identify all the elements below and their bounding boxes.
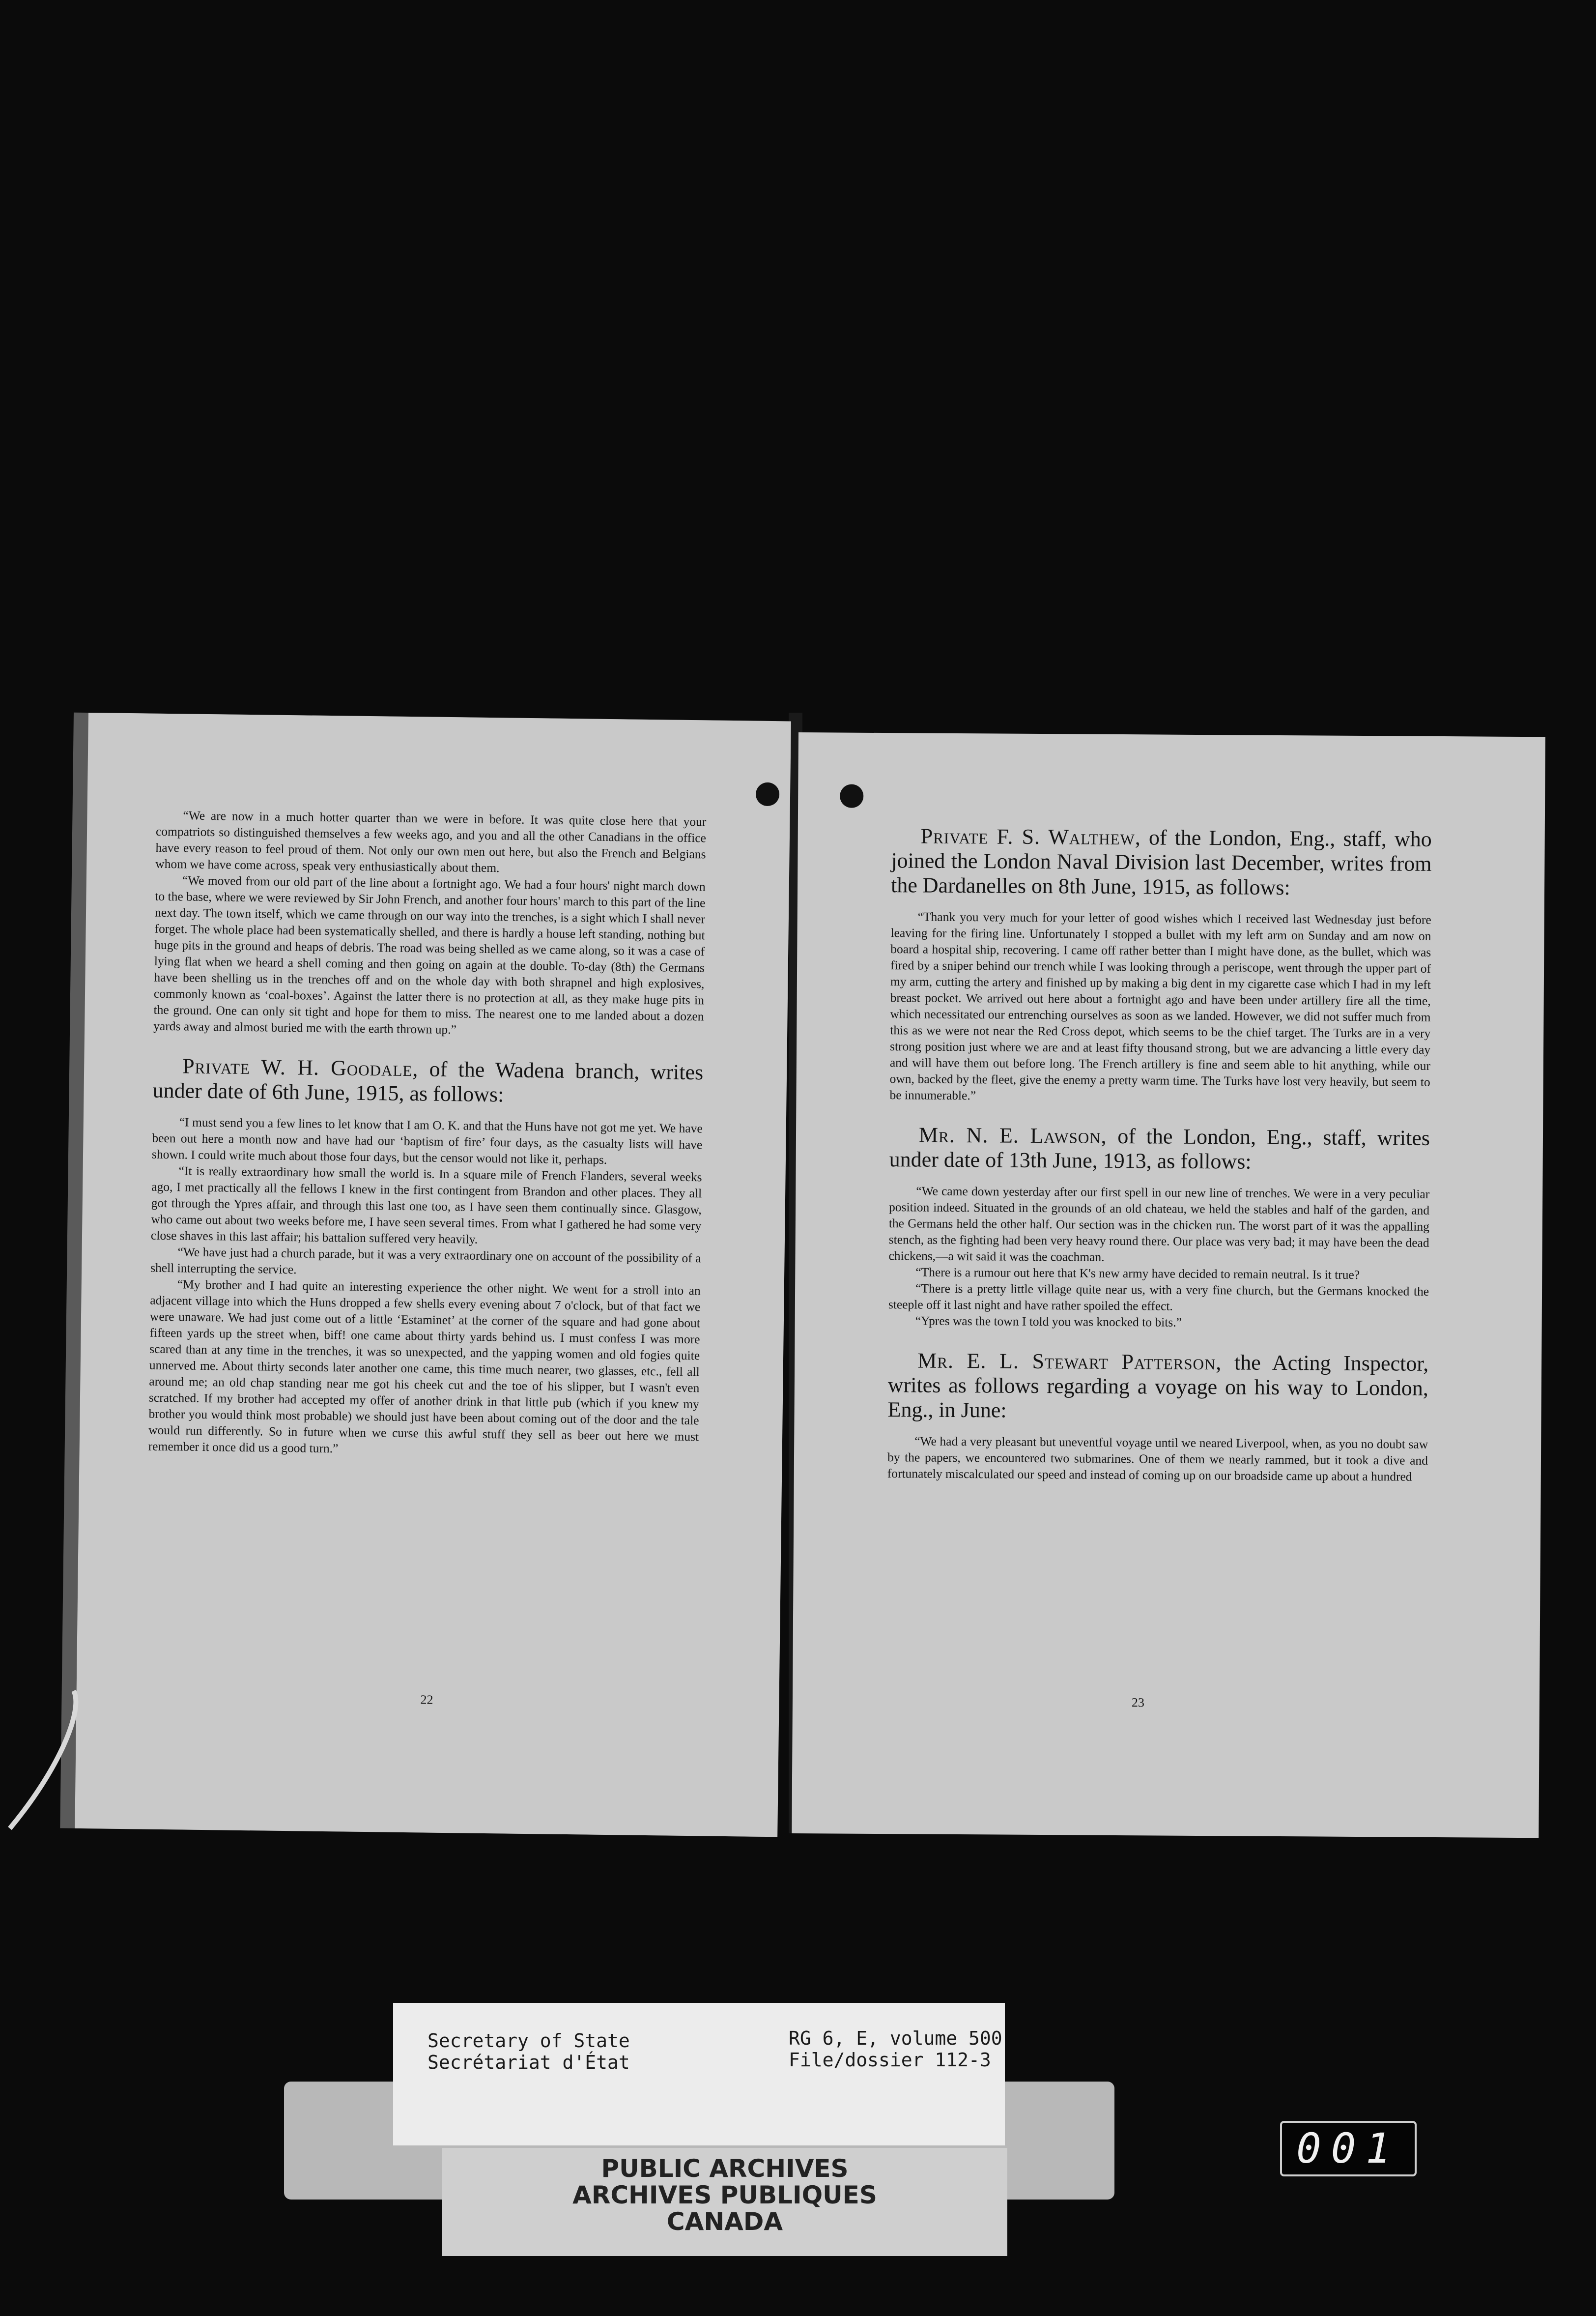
stamp-line: PUBLIC ARCHIVES xyxy=(601,2154,849,2183)
heading-name: Mr. E. L. Stewart Patterson, xyxy=(917,1348,1222,1375)
section-heading-lawson xyxy=(889,1123,1430,1175)
stamp-line: ARCHIVES PUBLIQUES xyxy=(572,2181,877,2209)
stamp-line: CANADA xyxy=(666,2207,783,2236)
paragraph: “Ypres was the town I told you was knocked to bits.” xyxy=(915,1313,1182,1330)
section-heading-walthew xyxy=(891,824,1432,901)
page-number: 22 xyxy=(420,1692,433,1707)
heading-text: the Acting Inspector, writes as follows regarding a voyage on his way to London, Eng., in June: xyxy=(887,1350,1429,1422)
heading-text: of the Wadena branch, writes under date of 6th June, 1915, as follows: xyxy=(152,1057,704,1107)
section-heading-patterson xyxy=(887,1348,1428,1425)
department-en: Secretary of State xyxy=(428,2030,630,2052)
paragraph: “We are now in a much hotter quarter than we were in before. It was quite close here that your compatriots so distinguished themselves a few weeks ago, and you and all the other Canadians in the office have every reason to feel proud of them. Not only our own men out here, but also the French and Belgians whom we have come across, speak very enthusiastically about them. xyxy=(155,808,707,875)
frame-number: 001 xyxy=(1280,2121,1417,2176)
paragraph: “Thank you very much for your letter of good wishes which I received last Wednesday just before leaving for the firing line. Unfortunately I stopped a bullet with my left arm on Sunday and am now on board a hospital ship, recovering. I came off rather better than I might have done, as the bullet, which was fired by a sniper behind our trench while I was looking through a periscope, went through the upper part of my arm, cutting the artery and finished up by making a big dent in my cigarette case which I had in my left breast pocket. We arrived out here about a fortnight ago and have been under artillery fire all the time, which necessitated our entrenching ourselves as soon as we landed. However, we did not suffer much from this as we were not near the Red Cross depot, which seems to be the chief target. The Turks are in a very strong position just where we are and at least fifty thousand strong, but we are advancing a little every day and will have them out before long. The French artillery is fine and seem able to hit anything, while our own, backed by the fleet, give the enemy a pretty warm time. The Turks have lost very heavily, but seem to be innumerable.” xyxy=(889,909,1431,1103)
page-number: 23 xyxy=(1131,1695,1145,1710)
heading-name: Mr. N. E. Lawson, xyxy=(918,1123,1107,1148)
paragraph: “We moved from our old part of the line about a fortnight ago. We had a four hours' night march down to the base, where we were reviewed by Sir John French, and another four hours' march to this part of the line next day. The town itself, which we came through on our way into the trenches, is a sight which I shall never forget. The whole place had been systematically shelled, and there is hardly a house left standing, nothing but huge pits in the ground and heaps of debris. The road was being shelled as we came along, so it was a case of lying flat when we heard a shell coming and then going on again at the double. To-day (8th) the Germans have been shelling us in the trenches off and on the whole day with both shrapnel and high explosives, commonly known as ‘coal-boxes’. Against the latter there is no protection at all, as they make huge pits in the ground. One can only sit tight and hope for them to miss. The nearest one to me landed about a dozen yards away and almost buried me with the earth thrown up.” xyxy=(153,873,706,1037)
paragraph: “My brother and I had quite an interesting experience the other night. We went for a stroll into an adjacent village into which the Huns dropped a few shells every evening about 7 o'clock, but of that fact we were unaware. We had just come out of a little ‘Estaminet’ at the corner of the square and had gone about fifteen yards up the street when, biff! one came about thirty yards behind us. I must confess I was more scared than at any time in the trenches, it was so unexpected, and the yapping women and old fogies quite unnerved me. About thirty seconds later another one came, this time much nearer, two glasses, etc., fell all around me; an old chap standing near me got his cheek cut and the toe of his slipper, but I wasn't even scratched. If my brother had accepted my offer of another drink in that little pub (which if you knew my brother you would think most probable) we should just have been about coming out of the door and the tale would run differently. So in future when we curse this awful stuff they sell as beer out here we must remember it once did us a good turn.” xyxy=(148,1277,701,1456)
department-block xyxy=(428,2030,630,2073)
heading-name: Private W. H. Goodale, xyxy=(182,1054,419,1081)
right-page xyxy=(792,732,1545,1838)
right-text-column xyxy=(887,824,1432,1485)
heading-text: of the London, Eng., staff, who joined the London Naval Division last December, writes from the Dardanelles on 8th June, 1915, as follows: xyxy=(890,825,1432,900)
punch-hole xyxy=(840,784,863,808)
paragraph: “We have just had a church parade, but it was a very extraordinary one on account of the possibility of a shell interrupting the service. xyxy=(150,1245,701,1277)
archives-stamp xyxy=(442,2155,1007,2235)
paragraph: “We came down yesterday after our first spell in our new line of trenches. We were in a very peculiar position indeed. Situated in the grounds of an old chateau, we held the stables and half of the garden, and the Germans held the other half. Our section was in the chicken run. The worst part of it was the appalling stench, as the fighting had been very heavy round there. Our place was very bad; it may have been the dead chickens,—a wit said it was the coachman. xyxy=(888,1184,1430,1264)
paragraph: “There is a pretty little village quite near us, with a very fine church, but the Germans knocked the steeple off it last night and have rather spoiled the effect. xyxy=(888,1281,1429,1313)
punch-hole xyxy=(756,782,780,807)
paragraph: “It is really extraordinary how small the world is. In a square mile of French Flanders, several weeks ago, I met practically all the fellows I knew in the first contingent from Brandon and other places. They all got through the Ypres affair, and through this last one too, as I have seen them continually since. Glasgow, who came out about two weeks before me, I have seen several times. From what I gathered he had some very close shaves in this last affair; his battalion suffered very heavily. xyxy=(150,1163,702,1246)
archive-label-card xyxy=(393,2003,1005,2145)
file-number: File/dossier 112-3 xyxy=(789,2049,991,2071)
paragraph: “I must send you a few lines to let know that I am O. K. and that the Huns have not got me yet. We have been out here a month now and have had our ‘baptism of fire’ four days, as the casualty lists will have shown. I could write much about those four days, but the censor would not like it, perhaps. xyxy=(151,1115,703,1167)
heading-name: Private F. S. Walthew, xyxy=(920,824,1141,850)
reference-block xyxy=(789,2027,1002,2071)
section-heading-goodale xyxy=(152,1054,703,1110)
paragraph: “We had a very pleasant but uneventful voyage until we neared Liverpool, when, as you no doubt saw by the papers, we encountered two submarines. One of them we nearly rammed, but it took a dive and fortunately miscalculated our speed and instead of coming up on our broadside came up about a hundred xyxy=(887,1434,1428,1484)
left-page xyxy=(75,713,791,1837)
left-text-column xyxy=(148,807,707,1461)
department-fr: Secrétariat d'État xyxy=(428,2052,630,2073)
heading-text: of the London, Eng., staff, writes under date of 13th June, 1913, as follows: xyxy=(889,1124,1430,1174)
paragraph: “There is a rumour out here that K's new army have decided to remain neutral. Is it true? xyxy=(915,1265,1360,1282)
page-edge-curl xyxy=(0,1681,98,1838)
record-group: RG 6, E, volume 500 xyxy=(789,2027,1002,2049)
